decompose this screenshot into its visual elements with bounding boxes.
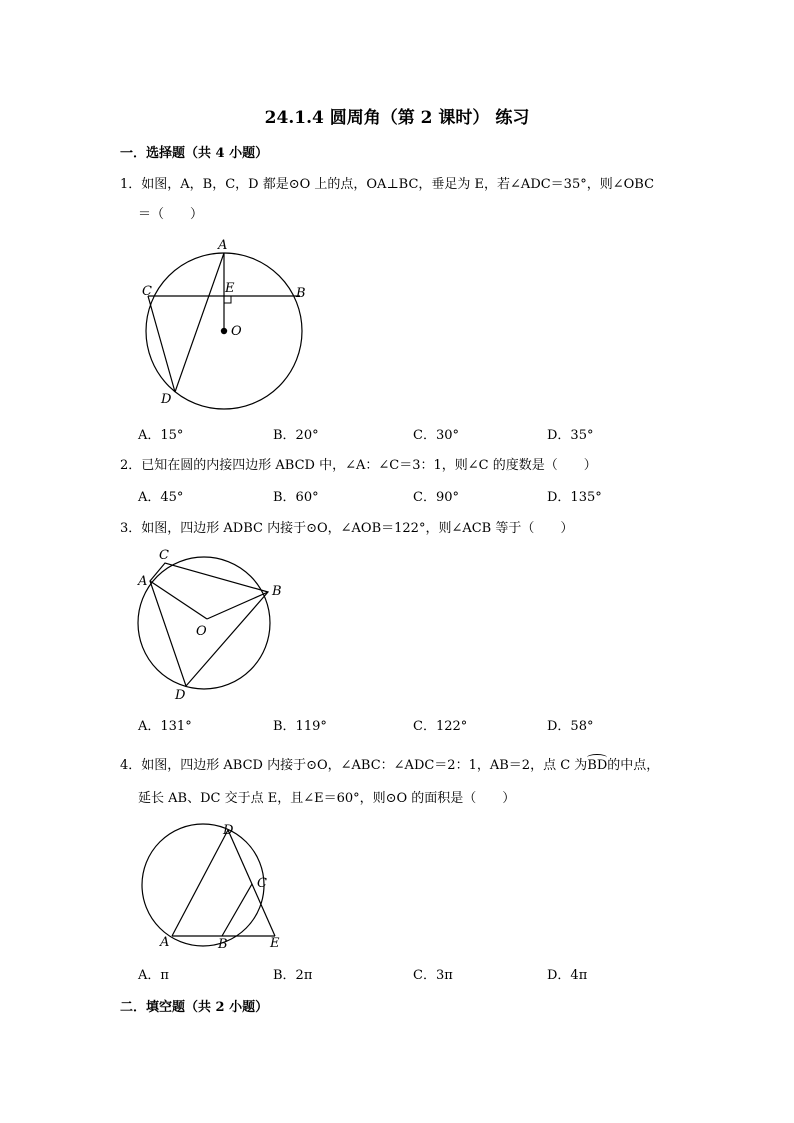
q4-stem-line1-b: 的中点， — [607, 758, 660, 773]
q2-option-a[interactable]: A．45° — [138, 490, 184, 505]
q4-stem-line2: 延长 AB、DC 交于点 E，且∠E＝60°，则⊙O 的面积是（ ） — [138, 791, 516, 806]
q4-circle — [142, 824, 264, 946]
q1-option-b[interactable]: B．20° — [273, 428, 319, 443]
q2-option-b[interactable]: B．60° — [273, 490, 319, 505]
q2-option-c[interactable]: C．90° — [413, 490, 459, 505]
q4-label-d: D — [223, 823, 234, 838]
q3-option-c[interactable]: C．122° — [413, 719, 468, 734]
q4-label-c: C — [257, 876, 267, 891]
q1-label-o: O — [231, 324, 242, 339]
q1-label-d: D — [161, 392, 172, 407]
section-heading-choice: 一．选择题（共 4 小题） — [120, 146, 269, 161]
q4-label-e: E — [270, 936, 280, 951]
q1-option-a[interactable]: A．15° — [138, 428, 184, 443]
q1-label-e: E — [225, 281, 235, 296]
q3-label-a: A — [138, 574, 148, 589]
q3-label-o: O — [196, 624, 207, 639]
q3-label-d: D — [175, 688, 186, 703]
q4-stem-line1-a: 4．如图，四边形 ABCD 内接于⊙O，∠ABC：∠ADC＝2：1，AB＝2，点 C 为 — [120, 758, 588, 773]
page-title: 24.1.4 圆周角（第 2 课时） 练习 — [264, 108, 530, 128]
q1-label-b: B — [296, 286, 306, 301]
q4-stem-line1 — [120, 758, 659, 774]
q3-stem: 3．如图，四边形 ADBC 内接于⊙O，∠AOB＝122°，则∠ACB 等于（ ） — [120, 521, 574, 536]
q1-label-a: A — [218, 238, 228, 253]
q4-option-d[interactable]: D．4π — [547, 968, 588, 983]
q4-option-c[interactable]: C．3π — [413, 968, 453, 983]
q3-label-b: B — [272, 584, 282, 599]
q4-arc-bd: BD — [587, 758, 608, 773]
q4-option-b[interactable]: B．2π — [273, 968, 313, 983]
q3-option-a[interactable]: A．131° — [138, 719, 192, 734]
q3-option-b[interactable]: B．119° — [273, 719, 327, 734]
q1-option-d[interactable]: D．35° — [547, 428, 594, 443]
q1-label-c: C — [142, 284, 152, 299]
q1-stem-line1: 1．如图，A，B，C，D 都是⊙O 上的点，OA⊥BC，垂足为 E，若∠ADC＝35°，则∠OBC — [120, 177, 655, 192]
q1-figure — [130, 235, 330, 415]
q4-label-a: A — [160, 935, 170, 950]
q4-option-a[interactable]: A．π — [138, 968, 169, 983]
q3-option-d[interactable]: D．58° — [547, 719, 594, 734]
q3-figure — [130, 545, 300, 705]
section-heading-fill: 二．填空题（共 2 小题） — [120, 1000, 269, 1015]
q1-stem-line2: ＝（ ） — [138, 207, 204, 222]
q2-stem: 2．已知在圆的内接四边形 ABCD 中，∠A：∠C＝3：1，则∠C 的度数是（ ） — [120, 458, 597, 473]
q4-figure — [140, 820, 300, 955]
q3-circle — [138, 557, 270, 689]
q1-option-c[interactable]: C．30° — [413, 428, 459, 443]
q2-option-d[interactable]: D．135° — [547, 490, 602, 505]
q4-label-b: B — [218, 937, 228, 952]
q3-label-c: C — [159, 548, 169, 563]
